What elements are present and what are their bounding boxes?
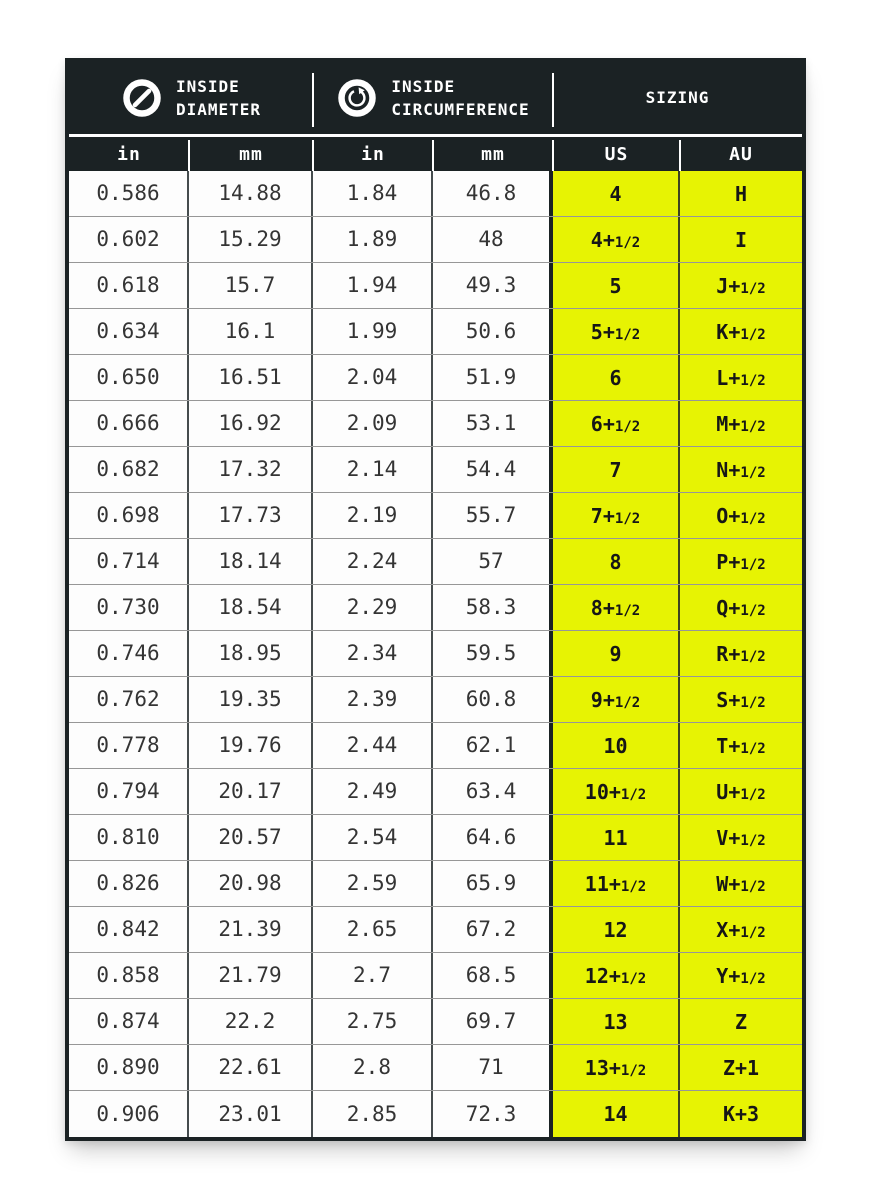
cell-circumference-in: 2.49	[313, 769, 433, 814]
cell-diameter-in: 0.698	[69, 493, 189, 538]
cell-diameter-in: 0.602	[69, 217, 189, 262]
cell-circumference-in: 2.75	[313, 999, 433, 1044]
cell-circumference-mm: 71	[433, 1045, 553, 1090]
cell-circumference-in: 1.89	[313, 217, 433, 262]
cell-size-au: U+1/2	[680, 769, 802, 814]
table-row	[69, 539, 802, 585]
cell-diameter-in: 0.714	[69, 539, 189, 584]
cell-circumference-in: 2.04	[313, 355, 433, 400]
cell-size-us: 12+1/2	[553, 953, 680, 998]
cell-size-au: I	[680, 217, 802, 262]
cell-circumference-mm: 65.9	[433, 861, 553, 906]
cell-diameter-mm: 18.14	[189, 539, 313, 584]
cell-circumference-in: 2.44	[313, 723, 433, 768]
column-header-diameter-mm: mm	[189, 137, 313, 171]
cell-diameter-mm: 15.29	[189, 217, 313, 262]
header-label-sizing: SIZING	[645, 88, 710, 108]
table-row	[69, 907, 802, 953]
cell-diameter-mm: 16.1	[189, 309, 313, 354]
cell-circumference-mm: 46.8	[433, 171, 553, 216]
cell-size-au: R+1/2	[680, 631, 802, 676]
cell-circumference-mm: 58.3	[433, 585, 553, 630]
table-row	[69, 171, 802, 217]
cell-diameter-mm: 22.2	[189, 999, 313, 1044]
diameter-icon	[121, 77, 163, 119]
cell-diameter-in: 0.650	[69, 355, 189, 400]
cell-diameter-in: 0.810	[69, 815, 189, 860]
cell-size-us: 11	[553, 815, 680, 860]
circumference-icon	[336, 77, 378, 119]
cell-size-au: O+1/2	[680, 493, 802, 538]
cell-diameter-mm: 16.92	[189, 401, 313, 446]
table-body	[69, 171, 802, 1137]
table-row	[69, 999, 802, 1045]
cell-size-us: 7	[553, 447, 680, 492]
cell-diameter-in: 0.858	[69, 953, 189, 998]
cell-size-us: 13+1/2	[553, 1045, 680, 1090]
cell-size-us: 5	[553, 263, 680, 308]
cell-circumference-in: 2.19	[313, 493, 433, 538]
header-section-inside-circumference	[313, 62, 553, 134]
cell-size-au: L+1/2	[680, 355, 802, 400]
table-row	[69, 953, 802, 999]
cell-circumference-in: 2.7	[313, 953, 433, 998]
column-header-size-us: US	[553, 137, 680, 171]
cell-diameter-in: 0.826	[69, 861, 189, 906]
cell-size-us: 5+1/2	[553, 309, 680, 354]
cell-circumference-mm: 53.1	[433, 401, 553, 446]
cell-circumference-in: 2.65	[313, 907, 433, 952]
cell-diameter-mm: 17.73	[189, 493, 313, 538]
cell-size-us: 14	[553, 1091, 680, 1137]
cell-circumference-mm: 72.3	[433, 1091, 553, 1137]
cell-size-us: 8+1/2	[553, 585, 680, 630]
cell-circumference-in: 2.8	[313, 1045, 433, 1090]
column-header-circumference-in: in	[313, 137, 433, 171]
table-row	[69, 815, 802, 861]
table-row	[69, 723, 802, 769]
cell-circumference-mm: 63.4	[433, 769, 553, 814]
cell-diameter-in: 0.618	[69, 263, 189, 308]
cell-size-us: 8	[553, 539, 680, 584]
cell-size-us: 11+1/2	[553, 861, 680, 906]
cell-diameter-mm: 22.61	[189, 1045, 313, 1090]
cell-size-au: H	[680, 171, 802, 216]
cell-diameter-in: 0.794	[69, 769, 189, 814]
cell-size-us: 12	[553, 907, 680, 952]
cell-diameter-in: 0.586	[69, 171, 189, 216]
cell-circumference-mm: 51.9	[433, 355, 553, 400]
cell-circumference-mm: 59.5	[433, 631, 553, 676]
cell-circumference-in: 1.99	[313, 309, 433, 354]
column-header-size-au: AU	[680, 137, 802, 171]
cell-circumference-in: 2.39	[313, 677, 433, 722]
cell-diameter-mm: 21.39	[189, 907, 313, 952]
cell-diameter-in: 0.890	[69, 1045, 189, 1090]
table-row	[69, 309, 802, 355]
cell-size-us: 7+1/2	[553, 493, 680, 538]
cell-size-us: 9+1/2	[553, 677, 680, 722]
table-row	[69, 217, 802, 263]
cell-size-us: 6	[553, 355, 680, 400]
table-row	[69, 447, 802, 493]
cell-diameter-mm: 15.7	[189, 263, 313, 308]
cell-diameter-mm: 14.88	[189, 171, 313, 216]
cell-diameter-mm: 18.95	[189, 631, 313, 676]
cell-diameter-in: 0.778	[69, 723, 189, 768]
cell-diameter-mm: 20.98	[189, 861, 313, 906]
header-label-inside-circumference: INSIDE CIRCUMFERENCE	[391, 76, 530, 119]
cell-diameter-in: 0.666	[69, 401, 189, 446]
cell-size-us: 13	[553, 999, 680, 1044]
cell-size-us: 4	[553, 171, 680, 216]
cell-size-au: K+1/2	[680, 309, 802, 354]
cell-diameter-in: 0.874	[69, 999, 189, 1044]
table-row	[69, 493, 802, 539]
cell-diameter-mm: 16.51	[189, 355, 313, 400]
cell-circumference-in: 2.14	[313, 447, 433, 492]
cell-circumference-in: 1.84	[313, 171, 433, 216]
cell-circumference-mm: 49.3	[433, 263, 553, 308]
cell-diameter-in: 0.682	[69, 447, 189, 492]
table-row	[69, 861, 802, 907]
cell-size-au: Q+1/2	[680, 585, 802, 630]
cell-diameter-in: 0.730	[69, 585, 189, 630]
cell-circumference-mm: 48	[433, 217, 553, 262]
cell-size-au: V+1/2	[680, 815, 802, 860]
cell-circumference-mm: 69.7	[433, 999, 553, 1044]
cell-diameter-in: 0.842	[69, 907, 189, 952]
cell-diameter-mm: 20.17	[189, 769, 313, 814]
cell-circumference-mm: 64.6	[433, 815, 553, 860]
cell-size-au: X+1/2	[680, 907, 802, 952]
cell-circumference-in: 2.24	[313, 539, 433, 584]
cell-diameter-in: 0.634	[69, 309, 189, 354]
table-row	[69, 401, 802, 447]
cell-size-au: M+1/2	[680, 401, 802, 446]
table-row	[69, 355, 802, 401]
cell-circumference-mm: 67.2	[433, 907, 553, 952]
cell-diameter-in: 0.746	[69, 631, 189, 676]
cell-size-us: 10	[553, 723, 680, 768]
cell-circumference-mm: 57	[433, 539, 553, 584]
cell-circumference-mm: 68.5	[433, 953, 553, 998]
header-section-inside-diameter	[69, 62, 313, 134]
cell-size-au: N+1/2	[680, 447, 802, 492]
cell-size-us: 4+1/2	[553, 217, 680, 262]
cell-size-au: Z	[680, 999, 802, 1044]
column-header-circumference-mm: mm	[433, 137, 553, 171]
cell-size-au: K+3	[680, 1091, 802, 1137]
table-row	[69, 1045, 802, 1091]
column-header-diameter-in: in	[117, 143, 141, 165]
table-row	[69, 631, 802, 677]
column-header-row	[69, 137, 802, 171]
table-row	[69, 677, 802, 723]
cell-diameter-mm: 19.76	[189, 723, 313, 768]
cell-circumference-in: 1.94	[313, 263, 433, 308]
table-row	[69, 585, 802, 631]
cell-circumference-mm: 54.4	[433, 447, 553, 492]
cell-circumference-in: 2.85	[313, 1091, 433, 1137]
cell-size-us: 6+1/2	[553, 401, 680, 446]
cell-circumference-in: 2.34	[313, 631, 433, 676]
cell-diameter-mm: 23.01	[189, 1091, 313, 1137]
cell-diameter-mm: 18.54	[189, 585, 313, 630]
table-header	[69, 62, 802, 137]
cell-size-us: 9	[553, 631, 680, 676]
cell-circumference-in: 2.09	[313, 401, 433, 446]
cell-size-au: J+1/2	[680, 263, 802, 308]
cell-size-au: W+1/2	[680, 861, 802, 906]
cell-diameter-in: 0.762	[69, 677, 189, 722]
cell-circumference-mm: 62.1	[433, 723, 553, 768]
header-section-sizing	[553, 62, 802, 134]
cell-circumference-in: 2.54	[313, 815, 433, 860]
cell-size-au: Z+1	[680, 1045, 802, 1090]
table-row	[69, 263, 802, 309]
cell-diameter-mm: 20.57	[189, 815, 313, 860]
cell-size-au: S+1/2	[680, 677, 802, 722]
cell-diameter-mm: 19.35	[189, 677, 313, 722]
cell-circumference-in: 2.59	[313, 861, 433, 906]
table-row	[69, 1091, 802, 1137]
cell-size-au: T+1/2	[680, 723, 802, 768]
cell-circumference-mm: 55.7	[433, 493, 553, 538]
table-row	[69, 769, 802, 815]
ring-sizing-table	[65, 58, 806, 1141]
cell-size-au: P+1/2	[680, 539, 802, 584]
cell-circumference-in: 2.29	[313, 585, 433, 630]
cell-diameter-mm: 17.32	[189, 447, 313, 492]
cell-size-au: Y+1/2	[680, 953, 802, 998]
cell-size-us: 10+1/2	[553, 769, 680, 814]
header-label-inside-diameter: INSIDE DIAMETER	[175, 76, 262, 119]
cell-circumference-mm: 60.8	[433, 677, 553, 722]
cell-circumference-mm: 50.6	[433, 309, 553, 354]
cell-diameter-in: 0.906	[69, 1091, 189, 1137]
cell-diameter-mm: 21.79	[189, 953, 313, 998]
